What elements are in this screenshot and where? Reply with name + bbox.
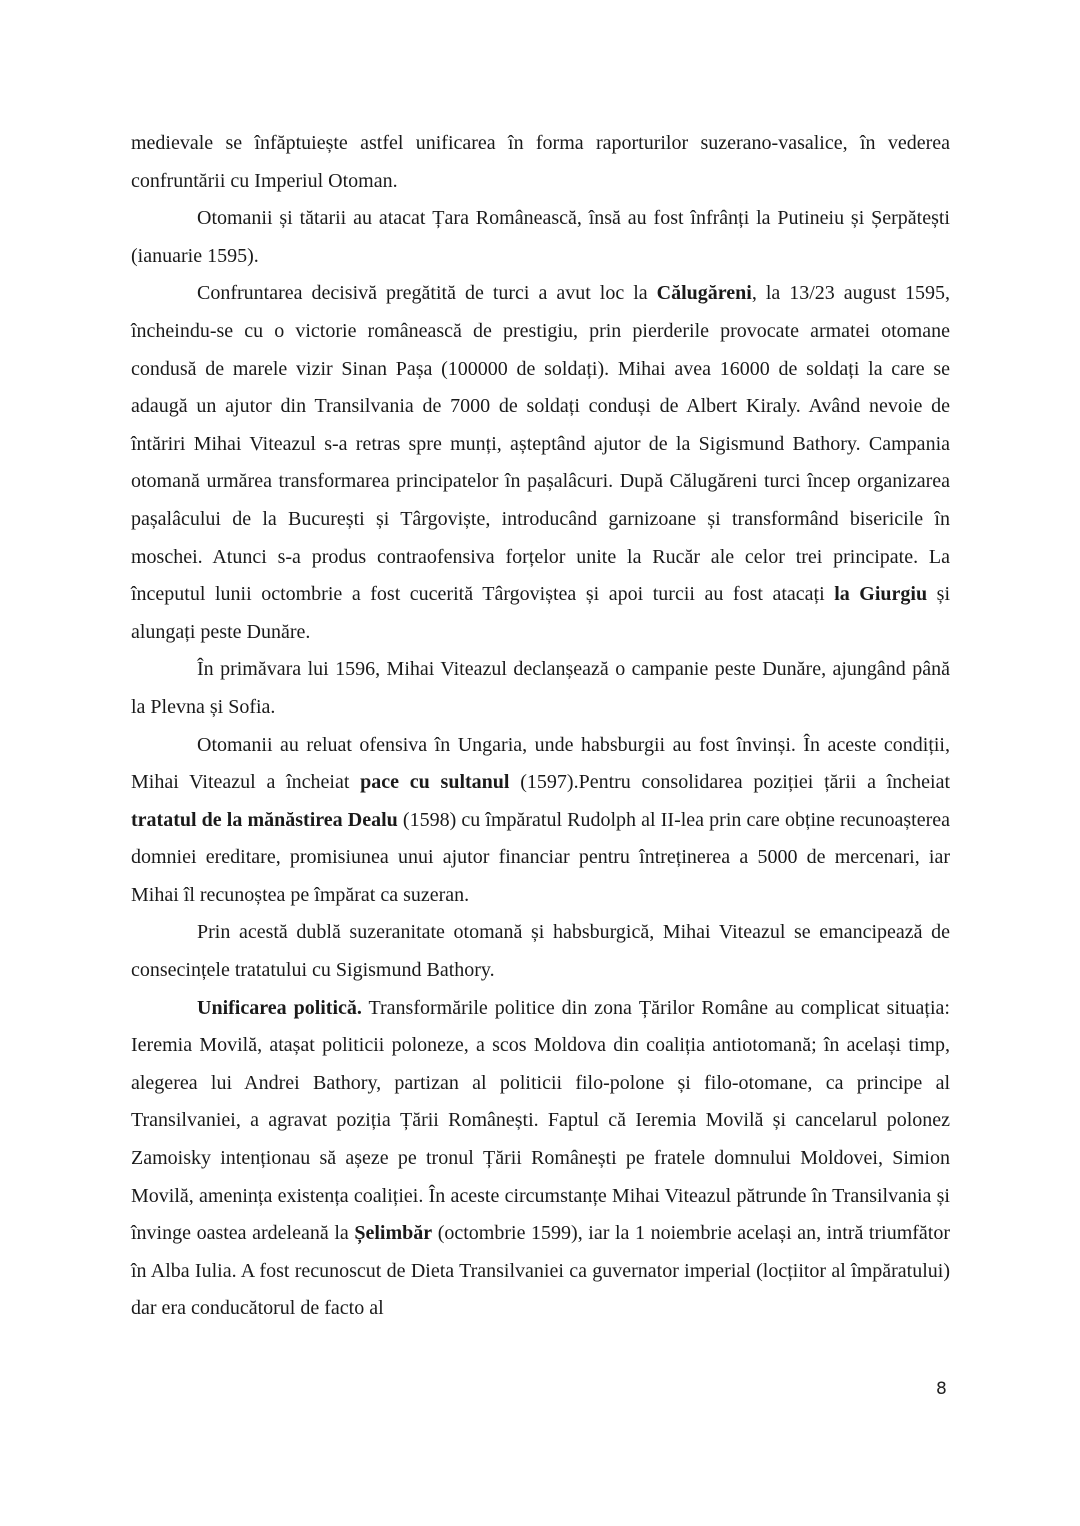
bold-term-selimbar: Șelimbăr: [354, 1222, 433, 1245]
text-run: În primăvara lui 1596, Mihai Viteazul declanșează o campanie peste Dunăre, ajungând până la Plevna și Sofia.: [131, 658, 950, 718]
bold-term-tratatul-dealu: tratatul de la mănăstirea Dealu: [131, 808, 398, 831]
section-heading-unificarea-politica: Unificarea politică.: [197, 996, 362, 1019]
document-body: [131, 125, 950, 1328]
text-run: (1597).Pentru consolidarea poziției țării a încheiat: [509, 771, 951, 794]
paragraph-1: [131, 125, 950, 200]
text-run: (octombrie 1599), iar la 1 noiembrie același an, intră triumfător în Alba Iulia. A fost recunoscut de Dieta Transilvaniei ca guvernator imperial (locțiitor al împăratului) dar era conducătorul de facto al: [131, 1222, 951, 1320]
bold-term-giurgiu: la Giurgiu: [834, 583, 928, 606]
paragraph-2: [131, 200, 950, 275]
text-run: medievale se înfăptuiește astfel unificarea în forma raporturilor suzerano-vasalice, în vederea confruntării cu Imperiul Otoman.: [131, 132, 950, 192]
text-run: Otomanii au reluat ofensiva în Ungaria, unde habsburgii au fost învinși. În aceste condiții, Mihai Viteazul a încheiat: [131, 733, 950, 794]
text-run: Otomanii și tătarii au atacat Țara Românească, însă au fost înfrânți la Putineiu și Șerpătești (ianuarie 1595).: [131, 207, 950, 267]
text-run: Confruntarea decisivă pregătită de turci a avut loc la: [197, 282, 657, 305]
paragraph-3: [131, 275, 950, 651]
paragraph-5: [131, 727, 950, 915]
bold-term-calugareni: Călugăreni: [656, 282, 752, 305]
text-run: și alungați peste Dunăre.: [131, 583, 950, 643]
bold-term-pace-cu-sultanul: pace cu sultanul: [360, 771, 510, 794]
text-run: Prin acestă dublă suzeranitate otomană și habsburgică, Mihai Viteazul se emancipează de consecințele tratatului cu Sigismund Bathory.: [131, 921, 950, 982]
text-run: , la 13/23 august 1595, încheindu-se cu o victorie românească de prestigiu, prin pierderile provocate armatei otomane condusă de marele vizir Sinan Pașa (100000 de soldați). Mihai avea 16000 de soldați la care se adaugă un ajutor din Transilvania de 7000 de soldați conduși de Albert Kiraly. Având nevoie de întăriri Mihai Viteazul s-a retras spre munți, așteptând ajutor de la Sigismund Bathory. Campania otomană urmărea transformarea principatelor în pașalâcuri. După Călugăreni turci încep organizarea pașalâcului de la București și Târgoviște, introducând garnizoane și transformând bisericile în moschei. Atunci s-a produs contraofensiva forțelor unite la Rucăr ale celor trei principate. La începutul lunii octombrie a fost cucerită Târgoviștea și apoi turcii au fost atacați: [131, 282, 950, 606]
paragraph-6: [131, 914, 950, 989]
paragraph-7: [131, 990, 950, 1328]
text-run: (1598) cu împăratul Rudolph al II-lea prin care obține recunoașterea domniei ereditare, promisiunea unui ajutor financiar pentru întreținerea a 5000 de mercenari, iar Mihai îl recunoștea pe împărat ca suzeran.: [131, 808, 950, 906]
text-run: Transformările politice din zona Țărilor Române au complicat situația: Ieremia Movilă, atașat politicii poloneze, a scos Moldova din coaliția antiotomană; în același timp, alegerea lui Andrei Bathory, partizan al politicii filo-polone și filo-otomane, ca principe al Transilvaniei, a agravat poziția Țării Românești. Faptul că Ieremia Movilă și cancelarul polonez Zamoisky intenționau să așeze pe tronul Țării Românești pe fratele domnului Moldovei, Simion Movilă, amenința existența coaliției. În aceste circumstanțe Mihai Viteazul pătrunde în Transilvania și învinge oastea ardeleană la: [131, 996, 950, 1245]
paragraph-4: [131, 651, 950, 726]
page-number: 8: [936, 1379, 947, 1399]
